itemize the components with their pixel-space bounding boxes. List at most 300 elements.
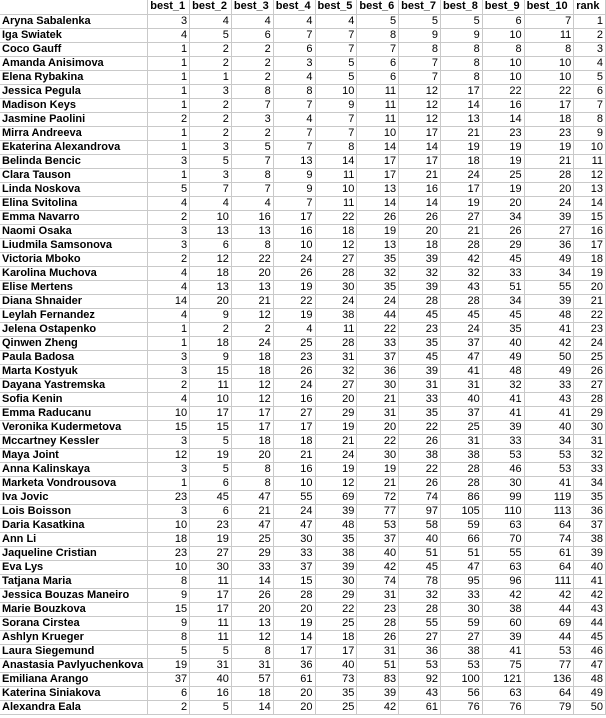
player-name-cell[interactable]: Laura Siegemund <box>0 644 148 658</box>
value-cell[interactable]: 12 <box>399 112 441 126</box>
player-name-cell[interactable]: Sofia Kenin <box>0 392 148 406</box>
column-header-best-1[interactable]: best_1 <box>148 0 190 14</box>
value-cell[interactable]: 14 <box>399 196 441 210</box>
player-name-cell[interactable]: Iva Jovic <box>0 490 148 504</box>
value-cell[interactable]: 136 <box>524 672 574 686</box>
value-cell[interactable]: 51 <box>482 280 524 294</box>
value-cell[interactable]: 35 <box>315 532 357 546</box>
value-cell[interactable]: 53 <box>524 644 574 658</box>
value-cell[interactable]: 8 <box>440 42 482 56</box>
value-cell[interactable]: 28 <box>440 476 482 490</box>
value-cell[interactable]: 53 <box>357 518 399 532</box>
value-cell[interactable]: 7 <box>399 70 441 84</box>
value-cell[interactable]: 61 <box>273 672 315 686</box>
value-cell[interactable]: 8 <box>231 168 273 182</box>
value-cell[interactable]: 7 <box>273 196 315 210</box>
player-name-cell[interactable]: Emma Raducanu <box>0 406 148 420</box>
value-cell[interactable]: 5 <box>399 14 441 28</box>
value-cell[interactable]: 39 <box>482 420 524 434</box>
value-cell[interactable]: 51 <box>440 546 482 560</box>
player-name-cell[interactable]: Amanda Anisimova <box>0 56 148 70</box>
player-name-cell[interactable]: Katerina Siniakova <box>0 686 148 700</box>
value-cell[interactable]: 31 <box>574 434 606 448</box>
value-cell[interactable]: 5 <box>574 70 606 84</box>
column-header-best-9[interactable]: best_9 <box>482 0 524 14</box>
value-cell[interactable]: 42 <box>357 700 399 714</box>
player-name-cell[interactable]: Lois Boisson <box>0 504 148 518</box>
player-name-cell[interactable]: Marta Kostyuk <box>0 364 148 378</box>
value-cell[interactable]: 31 <box>190 658 232 672</box>
value-cell[interactable]: 4 <box>231 14 273 28</box>
value-cell[interactable]: 47 <box>231 518 273 532</box>
value-cell[interactable]: 12 <box>231 630 273 644</box>
value-cell[interactable]: 45 <box>482 252 524 266</box>
value-cell[interactable]: 19 <box>273 308 315 322</box>
value-cell[interactable]: 14 <box>315 154 357 168</box>
value-cell[interactable]: 3 <box>148 350 190 364</box>
value-cell[interactable]: 23 <box>357 602 399 616</box>
value-cell[interactable]: 37 <box>440 336 482 350</box>
value-cell[interactable]: 28 <box>315 336 357 350</box>
value-cell[interactable]: 18 <box>399 238 441 252</box>
value-cell[interactable]: 41 <box>574 574 606 588</box>
value-cell[interactable]: 33 <box>524 378 574 392</box>
value-cell[interactable]: 45 <box>399 350 441 364</box>
value-cell[interactable]: 22 <box>399 462 441 476</box>
value-cell[interactable]: 43 <box>524 392 574 406</box>
value-cell[interactable]: 42 <box>440 252 482 266</box>
value-cell[interactable]: 1 <box>574 14 606 28</box>
value-cell[interactable]: 31 <box>357 588 399 602</box>
value-cell[interactable]: 28 <box>315 266 357 280</box>
value-cell[interactable]: 38 <box>440 644 482 658</box>
value-cell[interactable]: 49 <box>482 350 524 364</box>
value-cell[interactable]: 25 <box>440 420 482 434</box>
value-cell[interactable]: 18 <box>574 252 606 266</box>
value-cell[interactable]: 3 <box>273 56 315 70</box>
value-cell[interactable]: 47 <box>231 490 273 504</box>
value-cell[interactable]: 19 <box>440 140 482 154</box>
value-cell[interactable]: 24 <box>574 336 606 350</box>
value-cell[interactable]: 14 <box>148 294 190 308</box>
player-name-cell[interactable]: Ekaterina Alexandrova <box>0 140 148 154</box>
value-cell[interactable]: 5 <box>190 434 232 448</box>
value-cell[interactable]: 26 <box>399 210 441 224</box>
value-cell[interactable]: 9 <box>273 168 315 182</box>
value-cell[interactable]: 28 <box>440 238 482 252</box>
value-cell[interactable]: 28 <box>273 588 315 602</box>
value-cell[interactable]: 15 <box>148 602 190 616</box>
value-cell[interactable]: 12 <box>148 448 190 462</box>
value-cell[interactable]: 9 <box>574 126 606 140</box>
value-cell[interactable]: 8 <box>440 70 482 84</box>
value-cell[interactable]: 24 <box>315 294 357 308</box>
value-cell[interactable]: 27 <box>524 224 574 238</box>
value-cell[interactable]: 37 <box>574 518 606 532</box>
player-name-cell[interactable]: Clara Tauson <box>0 168 148 182</box>
value-cell[interactable]: 8 <box>357 28 399 42</box>
value-cell[interactable]: 63 <box>482 686 524 700</box>
value-cell[interactable]: 34 <box>482 210 524 224</box>
value-cell[interactable]: 26 <box>357 630 399 644</box>
value-cell[interactable]: 18 <box>315 224 357 238</box>
column-header-best-7[interactable]: best_7 <box>399 0 441 14</box>
value-cell[interactable]: 3 <box>148 462 190 476</box>
player-name-cell[interactable]: Liudmila Samsonova <box>0 238 148 252</box>
value-cell[interactable]: 4 <box>273 70 315 84</box>
value-cell[interactable]: 2 <box>190 322 232 336</box>
player-name-cell[interactable]: Diana Shnaider <box>0 294 148 308</box>
value-cell[interactable]: 18 <box>273 434 315 448</box>
value-cell[interactable]: 23 <box>273 350 315 364</box>
value-cell[interactable]: 49 <box>574 686 606 700</box>
value-cell[interactable]: 7 <box>315 42 357 56</box>
value-cell[interactable]: 17 <box>440 84 482 98</box>
player-name-cell[interactable]: Anna Kalinskaya <box>0 462 148 476</box>
value-cell[interactable]: 33 <box>482 266 524 280</box>
value-cell[interactable]: 36 <box>399 644 441 658</box>
value-cell[interactable]: 8 <box>231 476 273 490</box>
value-cell[interactable]: 10 <box>482 28 524 42</box>
value-cell[interactable]: 113 <box>524 504 574 518</box>
value-cell[interactable]: 30 <box>482 476 524 490</box>
value-cell[interactable]: 19 <box>482 182 524 196</box>
value-cell[interactable]: 28 <box>440 294 482 308</box>
value-cell[interactable]: 63 <box>482 518 524 532</box>
value-cell[interactable]: 13 <box>357 182 399 196</box>
value-cell[interactable]: 5 <box>190 644 232 658</box>
value-cell[interactable]: 2 <box>190 98 232 112</box>
value-cell[interactable]: 41 <box>524 322 574 336</box>
column-header-rank[interactable]: rank <box>574 0 606 14</box>
value-cell[interactable]: 10 <box>574 140 606 154</box>
value-cell[interactable]: 12 <box>399 98 441 112</box>
value-cell[interactable]: 17 <box>273 644 315 658</box>
value-cell[interactable]: 8 <box>440 56 482 70</box>
value-cell[interactable]: 33 <box>231 560 273 574</box>
value-cell[interactable]: 17 <box>273 420 315 434</box>
player-name-cell[interactable]: Elise Mertens <box>0 280 148 294</box>
value-cell[interactable]: 12 <box>231 378 273 392</box>
value-cell[interactable]: 20 <box>231 266 273 280</box>
value-cell[interactable]: 5 <box>148 644 190 658</box>
value-cell[interactable]: 11 <box>524 28 574 42</box>
value-cell[interactable]: 61 <box>399 700 441 714</box>
value-cell[interactable]: 7 <box>231 182 273 196</box>
value-cell[interactable]: 22 <box>524 84 574 98</box>
value-cell[interactable]: 17 <box>190 602 232 616</box>
value-cell[interactable]: 19 <box>482 140 524 154</box>
value-cell[interactable]: 37 <box>440 406 482 420</box>
value-cell[interactable]: 29 <box>482 238 524 252</box>
value-cell[interactable]: 25 <box>315 700 357 714</box>
value-cell[interactable]: 30 <box>315 574 357 588</box>
value-cell[interactable]: 6 <box>482 14 524 28</box>
value-cell[interactable]: 17 <box>190 588 232 602</box>
value-cell[interactable]: 13 <box>440 112 482 126</box>
value-cell[interactable]: 13 <box>273 154 315 168</box>
value-cell[interactable]: 20 <box>231 602 273 616</box>
value-cell[interactable]: 10 <box>524 70 574 84</box>
value-cell[interactable]: 39 <box>524 294 574 308</box>
value-cell[interactable]: 7 <box>315 112 357 126</box>
value-cell[interactable]: 1 <box>148 56 190 70</box>
value-cell[interactable]: 7 <box>273 140 315 154</box>
value-cell[interactable]: 35 <box>357 252 399 266</box>
value-cell[interactable]: 6 <box>357 70 399 84</box>
value-cell[interactable]: 17 <box>315 644 357 658</box>
value-cell[interactable]: 3 <box>190 140 232 154</box>
value-cell[interactable]: 72 <box>357 490 399 504</box>
value-cell[interactable]: 2 <box>231 56 273 70</box>
player-name-cell[interactable]: Elina Svitolina <box>0 196 148 210</box>
value-cell[interactable]: 11 <box>574 154 606 168</box>
value-cell[interactable]: 21 <box>357 476 399 490</box>
value-cell[interactable]: 40 <box>574 560 606 574</box>
value-cell[interactable]: 31 <box>231 658 273 672</box>
value-cell[interactable]: 97 <box>399 504 441 518</box>
value-cell[interactable]: 33 <box>482 434 524 448</box>
value-cell[interactable]: 20 <box>357 420 399 434</box>
value-cell[interactable]: 7 <box>399 56 441 70</box>
value-cell[interactable]: 17 <box>399 126 441 140</box>
value-cell[interactable]: 19 <box>273 280 315 294</box>
value-cell[interactable]: 14 <box>231 700 273 714</box>
value-cell[interactable]: 6 <box>190 476 232 490</box>
value-cell[interactable]: 11 <box>357 112 399 126</box>
value-cell[interactable]: 50 <box>524 350 574 364</box>
value-cell[interactable]: 17 <box>357 154 399 168</box>
value-cell[interactable]: 24 <box>273 378 315 392</box>
value-cell[interactable]: 23 <box>482 126 524 140</box>
value-cell[interactable]: 60 <box>482 616 524 630</box>
value-cell[interactable]: 64 <box>524 560 574 574</box>
value-cell[interactable]: 19 <box>315 462 357 476</box>
player-name-cell[interactable]: Maya Joint <box>0 448 148 462</box>
player-name-cell[interactable]: Eva Lys <box>0 560 148 574</box>
value-cell[interactable]: 7 <box>273 126 315 140</box>
value-cell[interactable]: 4 <box>148 280 190 294</box>
value-cell[interactable]: 13 <box>231 280 273 294</box>
value-cell[interactable]: 55 <box>273 490 315 504</box>
value-cell[interactable]: 31 <box>399 378 441 392</box>
value-cell[interactable]: 41 <box>482 406 524 420</box>
value-cell[interactable]: 11 <box>357 84 399 98</box>
value-cell[interactable]: 78 <box>399 574 441 588</box>
value-cell[interactable]: 31 <box>440 378 482 392</box>
value-cell[interactable]: 20 <box>482 196 524 210</box>
value-cell[interactable]: 18 <box>440 154 482 168</box>
value-cell[interactable]: 24 <box>273 252 315 266</box>
value-cell[interactable]: 10 <box>357 126 399 140</box>
value-cell[interactable]: 3 <box>148 364 190 378</box>
value-cell[interactable]: 3 <box>574 42 606 56</box>
value-cell[interactable]: 44 <box>524 602 574 616</box>
value-cell[interactable]: 11 <box>190 574 232 588</box>
value-cell[interactable]: 32 <box>482 378 524 392</box>
value-cell[interactable]: 34 <box>574 476 606 490</box>
value-cell[interactable]: 36 <box>574 504 606 518</box>
value-cell[interactable]: 13 <box>357 238 399 252</box>
value-cell[interactable]: 19 <box>574 266 606 280</box>
value-cell[interactable]: 45 <box>399 560 441 574</box>
value-cell[interactable]: 22 <box>315 210 357 224</box>
value-cell[interactable]: 26 <box>482 224 524 238</box>
value-cell[interactable]: 9 <box>148 616 190 630</box>
value-cell[interactable]: 25 <box>574 350 606 364</box>
value-cell[interactable]: 7 <box>357 42 399 56</box>
value-cell[interactable]: 18 <box>231 350 273 364</box>
value-cell[interactable]: 20 <box>574 280 606 294</box>
value-cell[interactable]: 34 <box>482 294 524 308</box>
player-name-cell[interactable]: Aryna Sabalenka <box>0 14 148 28</box>
value-cell[interactable]: 35 <box>399 336 441 350</box>
value-cell[interactable]: 61 <box>524 546 574 560</box>
value-cell[interactable]: 3 <box>148 238 190 252</box>
value-cell[interactable]: 4 <box>273 112 315 126</box>
value-cell[interactable]: 39 <box>399 252 441 266</box>
value-cell[interactable]: 20 <box>273 700 315 714</box>
value-cell[interactable]: 55 <box>399 616 441 630</box>
value-cell[interactable]: 23 <box>524 126 574 140</box>
value-cell[interactable]: 38 <box>399 448 441 462</box>
value-cell[interactable]: 11 <box>315 322 357 336</box>
value-cell[interactable]: 17 <box>273 210 315 224</box>
value-cell[interactable]: 74 <box>357 574 399 588</box>
value-cell[interactable]: 53 <box>440 658 482 672</box>
value-cell[interactable]: 2 <box>190 112 232 126</box>
value-cell[interactable]: 26 <box>399 476 441 490</box>
value-cell[interactable]: 7 <box>315 126 357 140</box>
value-cell[interactable]: 30 <box>357 378 399 392</box>
player-name-cell[interactable]: Belinda Bencic <box>0 154 148 168</box>
value-cell[interactable]: 22 <box>357 322 399 336</box>
value-cell[interactable]: 30 <box>574 420 606 434</box>
value-cell[interactable]: 2 <box>231 42 273 56</box>
value-cell[interactable]: 74 <box>399 490 441 504</box>
value-cell[interactable]: 42 <box>357 560 399 574</box>
value-cell[interactable]: 16 <box>190 686 232 700</box>
value-cell[interactable]: 10 <box>190 210 232 224</box>
value-cell[interactable]: 8 <box>273 84 315 98</box>
value-cell[interactable]: 32 <box>574 448 606 462</box>
value-cell[interactable]: 12 <box>231 308 273 322</box>
value-cell[interactable]: 35 <box>574 490 606 504</box>
value-cell[interactable]: 7 <box>231 98 273 112</box>
value-cell[interactable]: 1 <box>190 70 232 84</box>
value-cell[interactable]: 28 <box>574 392 606 406</box>
value-cell[interactable]: 23 <box>574 322 606 336</box>
value-cell[interactable]: 40 <box>315 658 357 672</box>
value-cell[interactable]: 21 <box>574 294 606 308</box>
value-cell[interactable]: 24 <box>231 336 273 350</box>
value-cell[interactable]: 53 <box>399 658 441 672</box>
value-cell[interactable]: 8 <box>574 112 606 126</box>
player-name-cell[interactable]: Elena Rybakina <box>0 70 148 84</box>
value-cell[interactable]: 66 <box>440 532 482 546</box>
value-cell[interactable]: 15 <box>148 420 190 434</box>
value-cell[interactable]: 8 <box>315 140 357 154</box>
value-cell[interactable]: 19 <box>482 154 524 168</box>
value-cell[interactable]: 111 <box>524 574 574 588</box>
value-cell[interactable]: 14 <box>482 112 524 126</box>
value-cell[interactable]: 21 <box>231 294 273 308</box>
value-cell[interactable]: 86 <box>440 490 482 504</box>
value-cell[interactable]: 1 <box>148 84 190 98</box>
value-cell[interactable]: 10 <box>482 56 524 70</box>
value-cell[interactable]: 27 <box>440 630 482 644</box>
value-cell[interactable]: 29 <box>315 588 357 602</box>
value-cell[interactable]: 28 <box>399 602 441 616</box>
value-cell[interactable]: 25 <box>315 616 357 630</box>
value-cell[interactable]: 19 <box>357 224 399 238</box>
value-cell[interactable]: 16 <box>482 98 524 112</box>
value-cell[interactable]: 1 <box>148 322 190 336</box>
value-cell[interactable]: 5 <box>440 14 482 28</box>
player-name-cell[interactable]: Jelena Ostapenko <box>0 322 148 336</box>
value-cell[interactable]: 42 <box>482 588 524 602</box>
value-cell[interactable]: 11 <box>357 98 399 112</box>
value-cell[interactable]: 8 <box>148 574 190 588</box>
value-cell[interactable]: 9 <box>399 28 441 42</box>
value-cell[interactable]: 41 <box>440 364 482 378</box>
value-cell[interactable]: 25 <box>231 532 273 546</box>
value-cell[interactable]: 6 <box>574 84 606 98</box>
value-cell[interactable]: 5 <box>190 700 232 714</box>
value-cell[interactable]: 19 <box>148 658 190 672</box>
value-cell[interactable]: 39 <box>399 280 441 294</box>
value-cell[interactable]: 27 <box>440 210 482 224</box>
player-name-cell[interactable]: Paula Badosa <box>0 350 148 364</box>
value-cell[interactable]: 22 <box>315 602 357 616</box>
column-header-best-2[interactable]: best_2 <box>190 0 232 14</box>
value-cell[interactable]: 19 <box>315 420 357 434</box>
value-cell[interactable]: 8 <box>148 630 190 644</box>
value-cell[interactable]: 38 <box>315 546 357 560</box>
value-cell[interactable]: 18 <box>190 336 232 350</box>
value-cell[interactable]: 9 <box>273 182 315 196</box>
value-cell[interactable]: 2 <box>148 210 190 224</box>
player-name-cell[interactable]: Ann Li <box>0 532 148 546</box>
value-cell[interactable]: 32 <box>399 266 441 280</box>
value-cell[interactable]: 19 <box>190 448 232 462</box>
value-cell[interactable]: 12 <box>231 392 273 406</box>
value-cell[interactable]: 39 <box>315 560 357 574</box>
value-cell[interactable]: 28 <box>357 616 399 630</box>
value-cell[interactable]: 37 <box>357 532 399 546</box>
value-cell[interactable]: 31 <box>357 406 399 420</box>
value-cell[interactable]: 47 <box>440 350 482 364</box>
value-cell[interactable]: 74 <box>524 532 574 546</box>
value-cell[interactable]: 12 <box>315 238 357 252</box>
value-cell[interactable]: 19 <box>190 532 232 546</box>
value-cell[interactable]: 1 <box>148 336 190 350</box>
column-header-best-3[interactable]: best_3 <box>231 0 273 14</box>
value-cell[interactable]: 4 <box>190 14 232 28</box>
player-name-cell[interactable]: Victoria Mboko <box>0 252 148 266</box>
column-header-best-10[interactable]: best_10 <box>524 0 574 14</box>
value-cell[interactable]: 27 <box>273 406 315 420</box>
value-cell[interactable]: 13 <box>190 224 232 238</box>
value-cell[interactable]: 2 <box>148 700 190 714</box>
value-cell[interactable]: 39 <box>574 546 606 560</box>
value-cell[interactable]: 10 <box>524 56 574 70</box>
value-cell[interactable]: 14 <box>440 98 482 112</box>
value-cell[interactable]: 14 <box>399 140 441 154</box>
value-cell[interactable]: 41 <box>482 392 524 406</box>
value-cell[interactable]: 17 <box>231 406 273 420</box>
value-cell[interactable]: 48 <box>482 364 524 378</box>
